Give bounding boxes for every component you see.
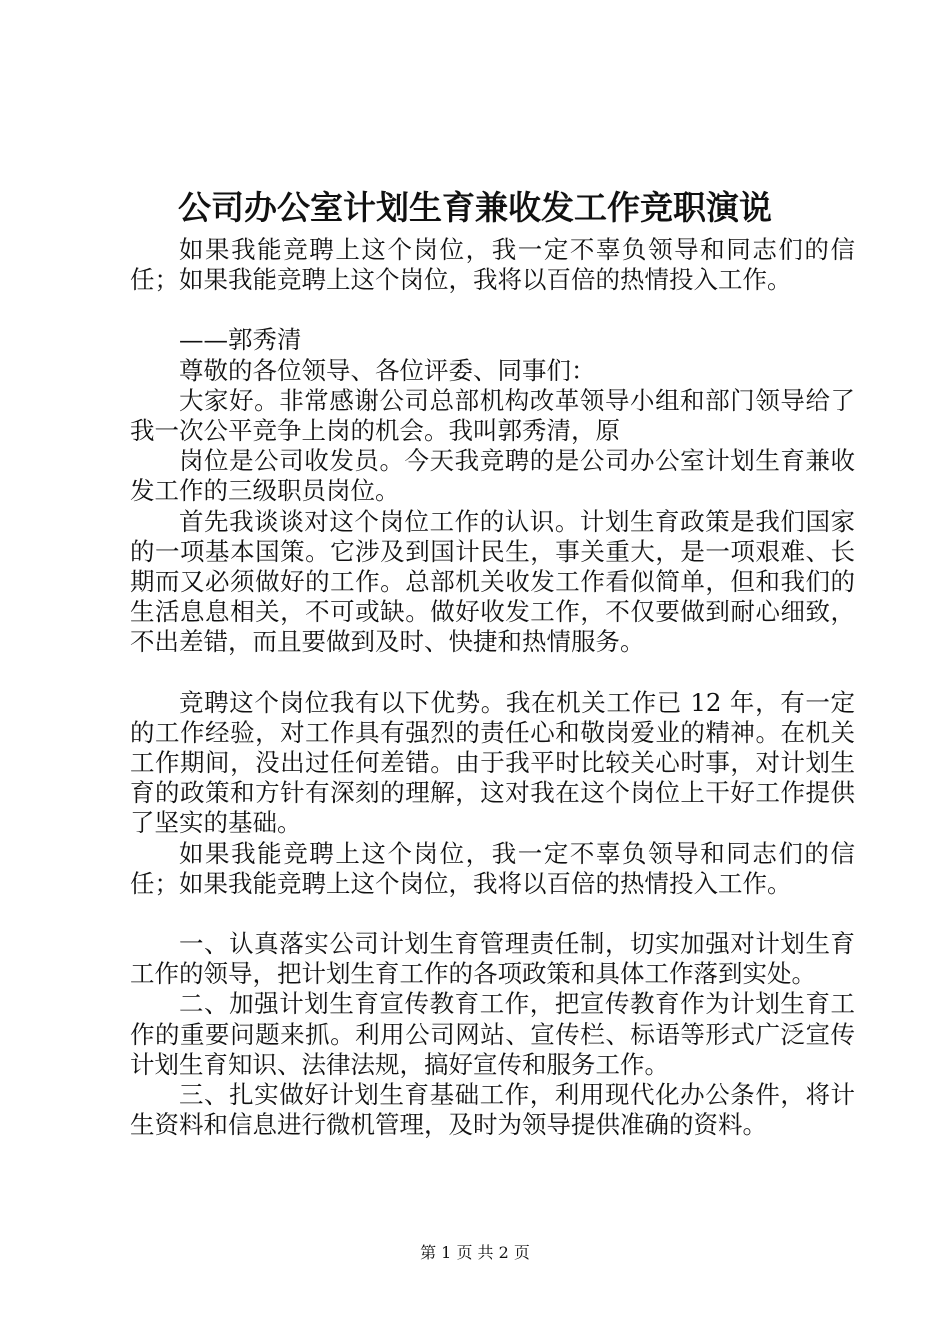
paragraph-author: ——郭秀清 xyxy=(179,325,302,355)
paragraph-greeting: 大家好。非常感谢公司总部机构改革领导小组和部门领导给了我一次公平竞争上岗的机会。我叫郭秀清，原 xyxy=(130,385,855,446)
paragraph-intro-quote: 如果我能竞聘上这个岗位，我一定不辜负领导和同志们的信任；如果我能竞聘上这个岗位，我将以百倍的热情投入工作。 xyxy=(130,235,855,295)
document-body xyxy=(130,235,855,1140)
paragraph-understanding: 首先我谈谈对这个岗位工作的认识。计划生育政策是我们国家的一项基本国策。它涉及到国计民生，事关重大，是一项艰难、长期而又必须做好的工作。总部机关收发工作看似简单，但和我们的生活息息相关，不可或缺。做好收发工作，不仅要做到耐心细致，不出差错，而且要做到及时、快捷和热情服务。 xyxy=(130,506,855,657)
paragraph-current-position: 岗位是公司收发员。今天我竞聘的是公司办公室计划生育兼收发工作的三级职员岗位。 xyxy=(130,446,855,506)
document-title: 公司办公室计划生育兼收发工作竞职演说 xyxy=(178,188,772,227)
paragraph-plan-item-1: 一、认真落实公司计划生育管理责任制，切实加强对计划生育工作的领导，把计划生育工作的各项政策和具体工作落到实处。 xyxy=(130,929,855,989)
paragraph-plan-item-3: 三、扎实做好计划生育基础工作，利用现代化办公条件，将计生资料和信息进行微机管理，及时为领导提供准确的资料。 xyxy=(130,1080,855,1140)
page-footer: 第 1 页 共 2 页 xyxy=(420,1243,530,1262)
paragraph-salutation: 尊敬的各位领导、各位评委、同事们： xyxy=(179,355,596,385)
paragraph-advantages: 竞聘这个岗位我有以下优势。我在机关工作已 12 年，有一定的工作经验，对工作具有强烈的责任心和敬岗爱业的精神。在机关工作期间，没出过任何差错。由于我平时比较关心时事，对计划生育的政策和方针有深刻的理解，这对我在这个岗位上干好工作提供了坚实的基础。 xyxy=(130,687,855,838)
paragraph-plan-item-2: 二、加强计划生育宣传教育工作，把宣传教育作为计划生育工作的重要问题来抓。利用公司网站、宣传栏、标语等形式广泛宣传计划生育知识、法律法规，搞好宣传和服务工作。 xyxy=(130,989,855,1079)
paragraph-commitment: 如果我能竞聘上这个岗位，我一定不辜负领导和同志们的信任；如果我能竞聘上这个岗位，我将以百倍的热情投入工作。 xyxy=(130,838,855,898)
